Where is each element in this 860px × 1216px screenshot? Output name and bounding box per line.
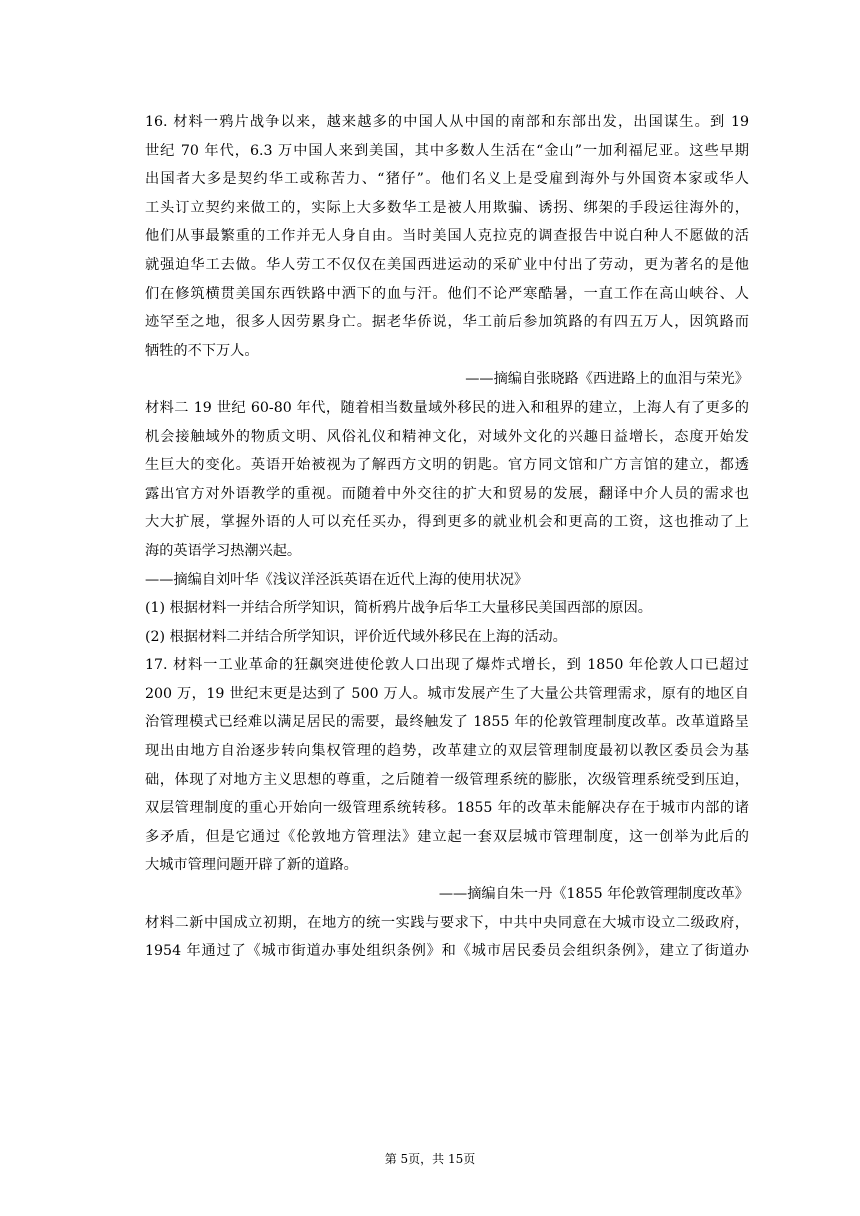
- text-line: 迹罕至之地，很多人因劳累身亡。据老华侨说，华工前后参加筑路的有四五万人，因筑路而: [145, 314, 749, 331]
- text-line: 们在修筑横贯美国东西铁路中洒下的血与汗。他们不论严寒酷暑，一直工作在高山峡谷、人: [145, 285, 749, 302]
- question-16-source-1: ——摘编自张晓路《西进路上的血泪与荣光》: [465, 371, 749, 388]
- question-17-material-2: [145, 909, 749, 966]
- text-line: 他们从事最繁重的工作并无人身自由。当时美国人克拉克的调查报告中说白种人不愿做的活: [145, 228, 749, 245]
- text-line: 17. 材料一工业革命的狂飙突进使伦敦人口出现了爆炸式增长，到 1850 年伦敦人口已超过: [145, 657, 749, 674]
- question-17-material-1: [145, 651, 749, 880]
- text-line: 机会接触域外的物质文明、风俗礼仪和精神文化，对域外文化的兴趣日益增长，态度开始发: [145, 428, 749, 445]
- subquestion-2: (2) 根据材料二并结合所学知识，评价近代域外移民在上海的活动。: [145, 628, 567, 645]
- question-16-material-2: [145, 394, 749, 566]
- subquestion-1: (1) 根据材料一并结合所学知识，简析鸦片战争后华工大量移民美国西部的原因。: [145, 600, 652, 617]
- text-line: 础，体现了对地方主义思想的尊重，之后随着一级管理系统的膨胀，次级管理系统受到压迫，: [145, 771, 749, 788]
- question-17-source-1: ——摘编自朱一丹《1855 年伦敦管理制度改革》: [438, 886, 749, 903]
- text-line: 世纪 70 年代，6.3 万中国人来到美国，其中多数人生活在“金山”一加利福尼亚。这些早期: [145, 142, 749, 159]
- question-16-material-1: [145, 108, 749, 365]
- text-line: 多矛盾，但是它通过《伦敦地方管理法》建立起一套双层城市管理制度，这一创举为此后的: [145, 828, 749, 845]
- text-line: 大大扩展，掌握外语的人可以充任买办，得到更多的就业机会和更高的工资，这也推动了上: [145, 514, 749, 531]
- question-16: [145, 108, 749, 651]
- text-line: 16. 材料一鸦片战争以来，越来越多的中国人从中国的南部和东部出发，出国谋生。到 19: [145, 114, 749, 130]
- question-16-subquestions: [145, 594, 749, 651]
- text-line: 大城市管理问题开辟了新的道路。: [145, 857, 358, 874]
- question-16-source-2: ——摘编自刘叶华《浅议洋泾浜英语在近代上海的使用状况》: [145, 571, 529, 588]
- text-line: 牺牲的不下万人。: [145, 342, 259, 359]
- text-line: 就强迫华工去做。华人劳工不仅仅在美国西进运动的采矿业中付出了劳动，更为著名的是他: [145, 256, 749, 273]
- text-line: 治管理模式已经难以满足居民的需要，最终触发了 1855 年的伦敦管理制度改革。改革道路呈: [145, 714, 749, 731]
- text-line: 露出官方对外语教学的重视。而随着中外交往的扩大和贸易的发展，翻译中介人员的需求也: [145, 485, 749, 502]
- text-line: 材料二新中国成立初期，在地方的统一实践与要求下，中共中央同意在大城市设立二级政府，: [145, 914, 749, 931]
- text-line: 工头订立契约来做工的，实际上大多数华工是被人用欺骗、诱拐、绑架的手段运往海外的，: [145, 199, 749, 216]
- page-number-footer: 第 5页，共 15页: [384, 1152, 476, 1166]
- text-line: 双层管理制度的重心开始向一级管理系统转移。1855 年的改革未能解决存在于城市内部的诸: [145, 800, 749, 817]
- text-line: 材料二 19 世纪 60-80 年代，随着相当数量域外移民的进入和租界的建立，上海人有了更多的: [145, 399, 749, 416]
- text-line: 出国者大多是契约华工或称苦力、“猪仔”。他们名义上是受雇到海外与外国资本家或华人: [145, 171, 749, 188]
- text-line: 生巨大的变化。英语开始被视为了解西方文明的钥匙。官方同文馆和广方言馆的建立，都透: [145, 457, 749, 474]
- page-content: [145, 108, 749, 966]
- text-line: 海的英语学习热潮兴起。: [145, 542, 302, 559]
- text-line: 200 万，19 世纪末更是达到了 500 万人。城市发展产生了大量公共管理需求，原有的地区自: [145, 685, 749, 702]
- text-line: 现出由地方自治逐步转向集权管理的趋势，改革建立的双层管理制度最初以教区委员会为基: [145, 743, 749, 760]
- text-line: 1954 年通过了《城市街道办事处组织条例》和《城市居民委员会组织条例》，建立了街道办: [145, 943, 749, 960]
- question-17: [145, 651, 749, 966]
